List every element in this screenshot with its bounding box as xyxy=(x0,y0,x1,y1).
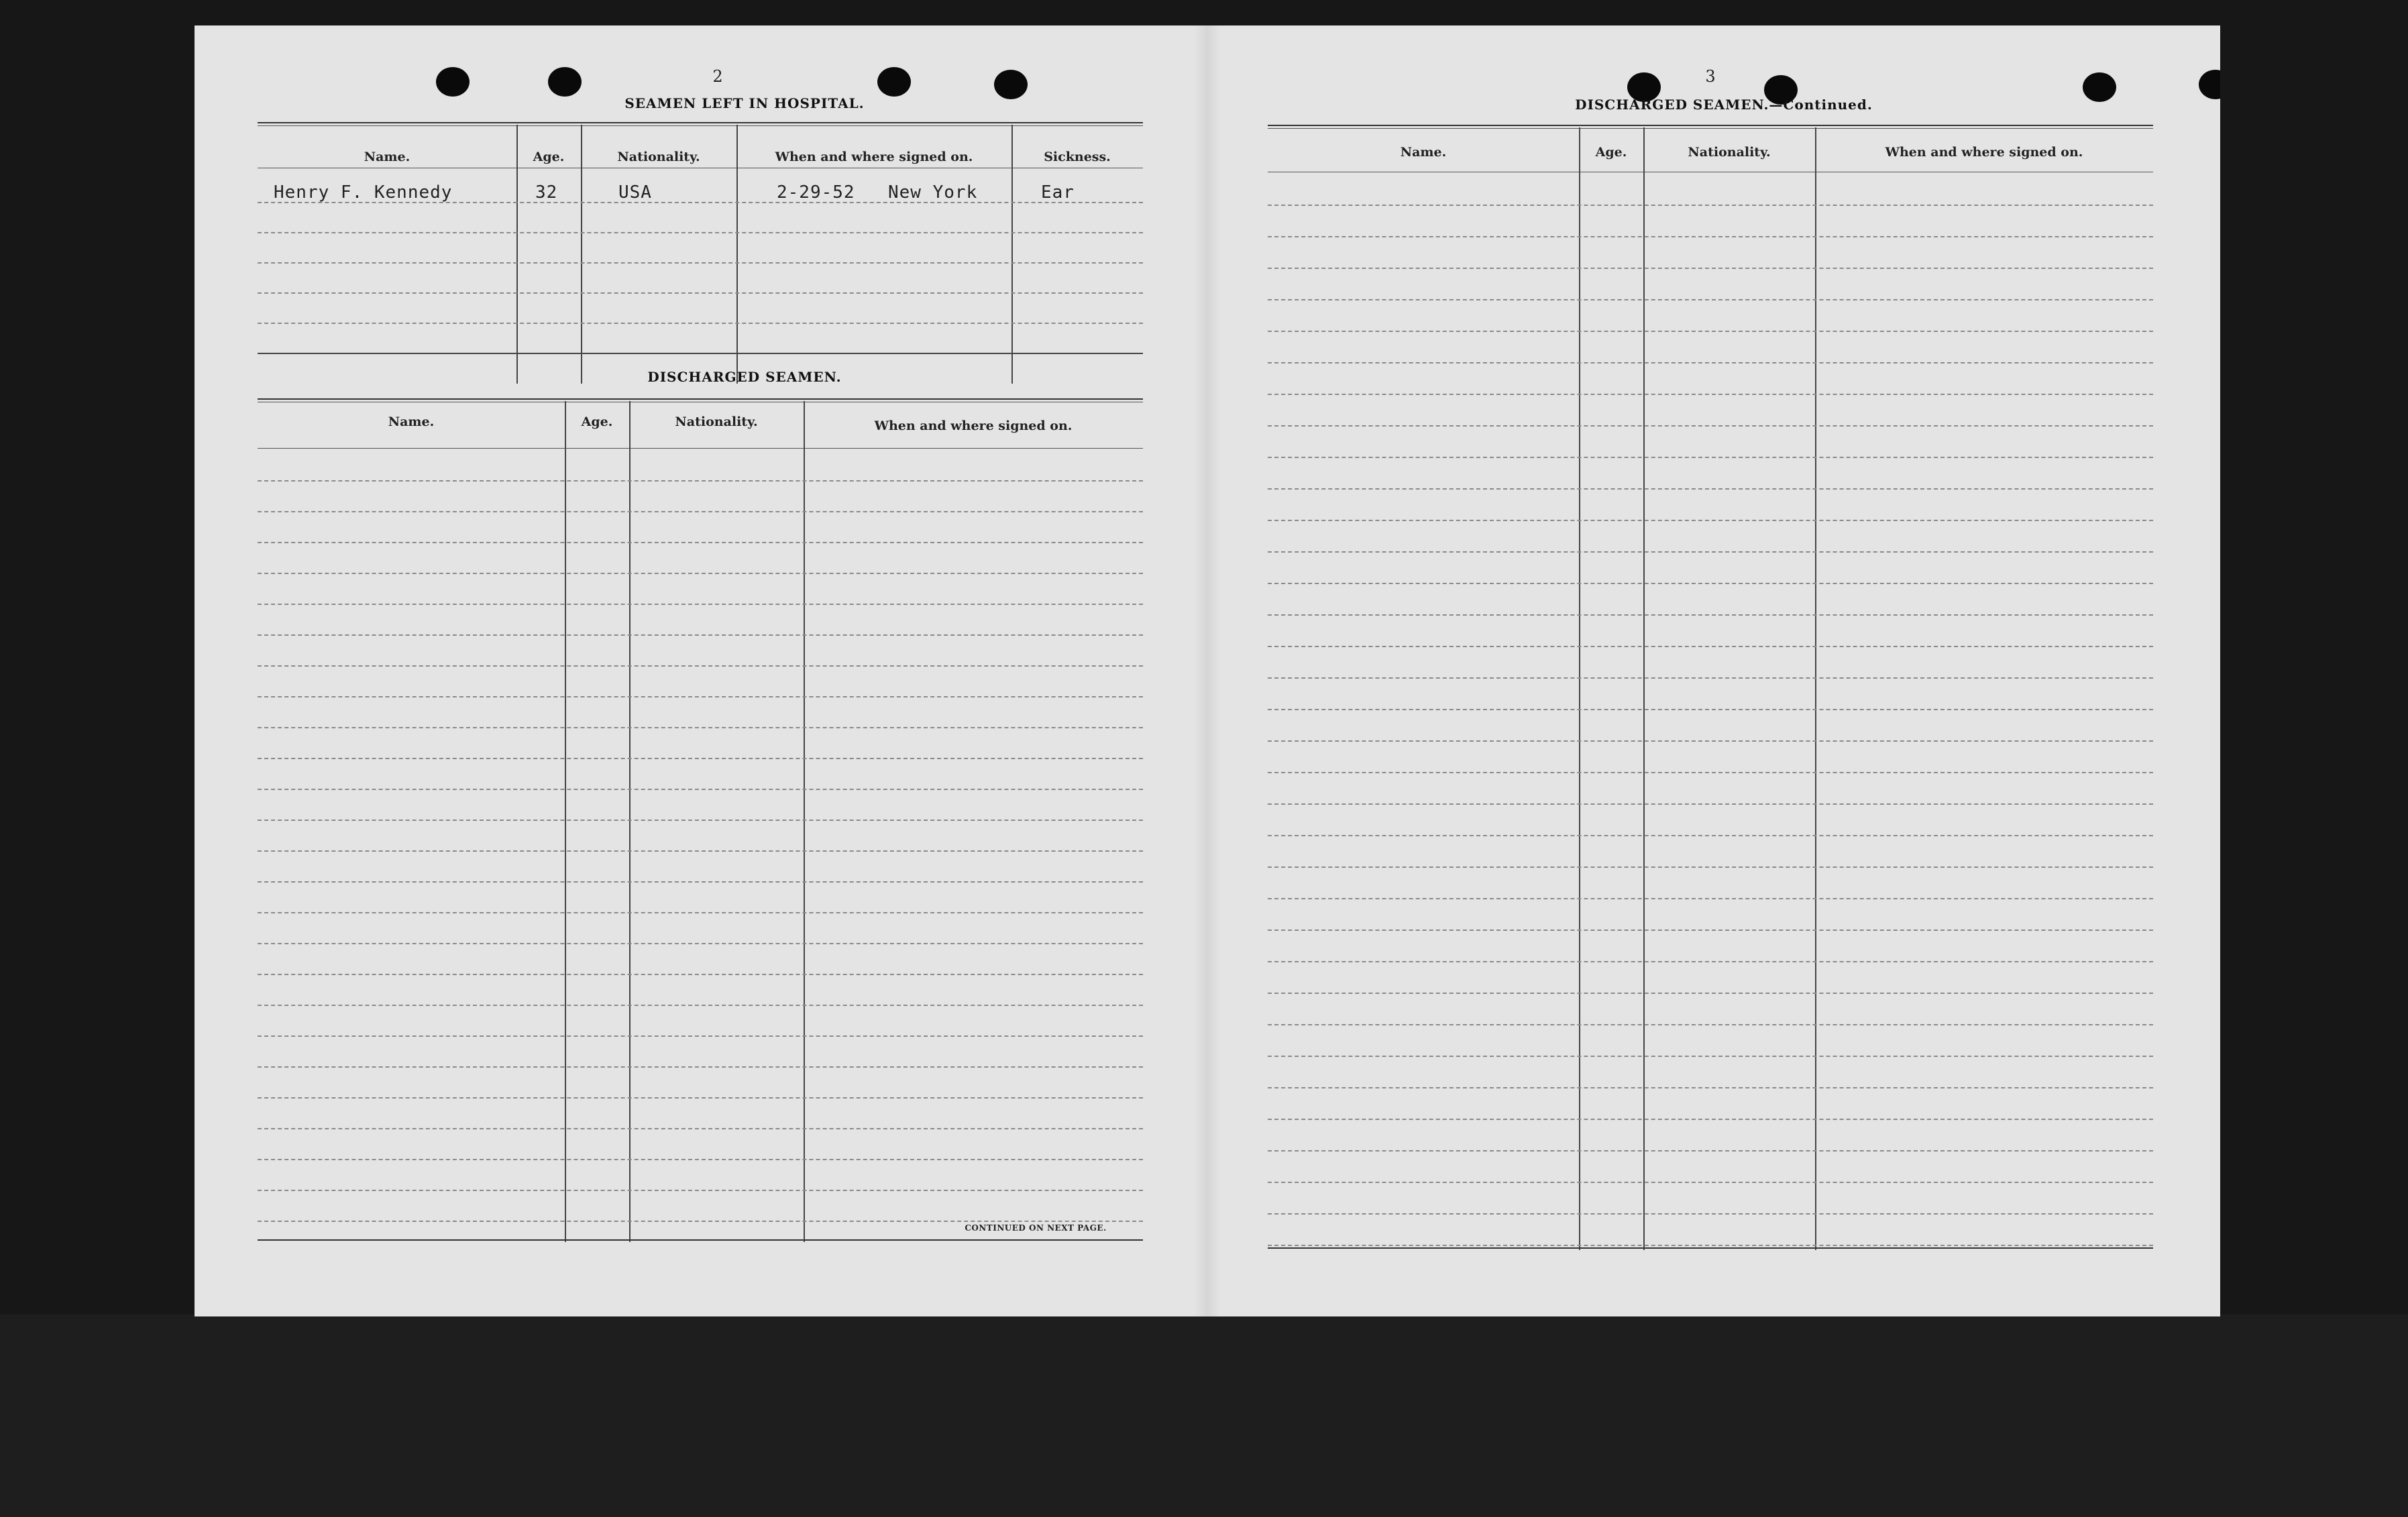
table-row xyxy=(258,790,1143,821)
table-row xyxy=(258,324,1143,354)
column-header-age: Age. xyxy=(581,414,613,429)
table-row xyxy=(1268,805,2153,836)
table-row xyxy=(1268,490,2153,521)
table-row xyxy=(258,975,1143,1006)
table-row xyxy=(1268,773,2153,805)
table-row xyxy=(1268,300,2153,332)
table-row xyxy=(1268,237,2153,269)
seaman-nationality: USA xyxy=(618,182,652,203)
table-row xyxy=(258,173,1143,203)
page-number-right: 3 xyxy=(1705,67,1716,86)
table-row xyxy=(258,1068,1143,1099)
table-row xyxy=(258,543,1143,574)
table-row xyxy=(1268,553,2153,584)
table-row xyxy=(1268,962,2153,994)
signed-on-place: New York xyxy=(888,182,978,203)
column-header-age: Age. xyxy=(1595,145,1627,160)
signed-on-date: 2-29-52 xyxy=(777,182,855,203)
punch-hole-icon xyxy=(548,67,582,97)
table-row xyxy=(258,883,1143,913)
table-row xyxy=(1268,1025,2153,1057)
page-fold xyxy=(1194,25,1221,1316)
punch-hole-icon xyxy=(436,67,470,97)
table-row xyxy=(258,1129,1143,1160)
punch-hole-icon xyxy=(2083,72,2116,102)
column-header-nationality: Nationality. xyxy=(1688,145,1771,160)
table-row xyxy=(1268,899,2153,931)
discharged-continued-title: DISCHARGED SEAMEN.—Continued. xyxy=(1575,97,1873,113)
table-row xyxy=(1268,458,2153,490)
table-row xyxy=(1268,1120,2153,1151)
table-row xyxy=(1268,994,2153,1025)
table-row xyxy=(258,1006,1143,1037)
table-row xyxy=(1268,679,2153,710)
punch-hole-icon xyxy=(2199,70,2220,99)
discharged-table-right xyxy=(1268,125,2153,1249)
table-row xyxy=(1268,427,2153,458)
table-row xyxy=(1268,521,2153,553)
table-row xyxy=(1268,332,2153,363)
column-header-age: Age. xyxy=(533,150,565,164)
table-row xyxy=(258,512,1143,543)
seaman-sickness: Ear xyxy=(1041,182,1075,203)
punch-hole-icon xyxy=(994,70,1028,99)
column-header-signed-on: When and where signed on. xyxy=(874,418,1073,433)
table-row xyxy=(1268,1057,2153,1088)
table-row xyxy=(258,294,1143,324)
column-header-signed-on: When and where signed on. xyxy=(1885,145,2083,160)
table-row xyxy=(258,852,1143,883)
table-row xyxy=(1268,1088,2153,1120)
table-row xyxy=(258,264,1143,294)
hospital-table xyxy=(258,122,1143,384)
table-row xyxy=(1268,836,2153,868)
column-header-sickness: Sickness. xyxy=(1044,150,1111,164)
punch-hole-icon xyxy=(877,67,911,97)
table-row xyxy=(258,728,1143,759)
table-row xyxy=(258,233,1143,264)
table-row xyxy=(258,203,1143,233)
column-header-nationality: Nationality. xyxy=(617,150,700,164)
table-row xyxy=(1268,647,2153,679)
table-row xyxy=(1268,584,2153,616)
table-row xyxy=(258,667,1143,697)
table-row xyxy=(1268,1215,2153,1246)
discharged-section-title: DISCHARGED SEAMEN. xyxy=(647,369,842,385)
table-row xyxy=(258,821,1143,852)
table-row xyxy=(258,913,1143,944)
page-number-left: 2 xyxy=(712,67,723,86)
table-row xyxy=(258,605,1143,636)
table-row xyxy=(258,697,1143,728)
table-row xyxy=(1268,1183,2153,1215)
table-row xyxy=(258,451,1143,482)
column-header-name: Name. xyxy=(364,150,411,164)
hospital-section-title: SEAMEN LEFT IN HOSPITAL. xyxy=(624,95,865,111)
table-row xyxy=(258,759,1143,790)
table-row xyxy=(258,574,1143,605)
table-row xyxy=(258,1099,1143,1129)
table-row xyxy=(258,636,1143,667)
table-row xyxy=(1268,616,2153,647)
table-row xyxy=(258,1191,1143,1222)
table-row xyxy=(1268,269,2153,300)
table-row xyxy=(1268,742,2153,773)
table-row xyxy=(1268,395,2153,427)
table-row xyxy=(1268,174,2153,206)
table-row xyxy=(1268,1151,2153,1183)
column-header-name: Name. xyxy=(1400,145,1447,160)
column-header-name: Name. xyxy=(388,414,435,429)
table-row xyxy=(258,944,1143,975)
table-row xyxy=(258,1037,1143,1068)
continued-note: CONTINUED ON NEXT PAGE. xyxy=(965,1223,1107,1233)
table-row xyxy=(258,482,1143,512)
scan-border xyxy=(0,1314,2408,1517)
manifest-document xyxy=(195,25,2220,1316)
discharged-table-left xyxy=(258,398,1143,1241)
table-row xyxy=(258,1160,1143,1191)
column-header-nationality: Nationality. xyxy=(675,414,758,429)
table-row xyxy=(1268,363,2153,395)
seaman-age: 32 xyxy=(535,182,558,203)
table-row xyxy=(1268,868,2153,899)
column-header-signed-on: When and where signed on. xyxy=(775,150,973,164)
table-row xyxy=(1268,206,2153,237)
seaman-name: Henry F. Kennedy xyxy=(274,182,453,203)
table-row xyxy=(1268,931,2153,962)
table-row xyxy=(1268,710,2153,742)
